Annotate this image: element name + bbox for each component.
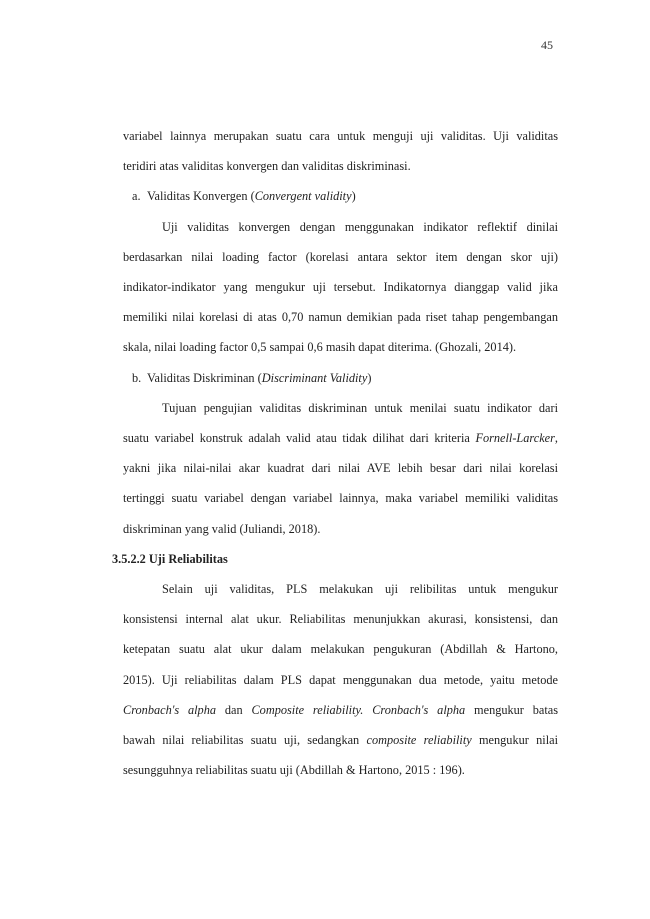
reliability-line-3: ketepatan suatu alat ukur dalam melakukan pengukuran (Abdillah & Hartono,: [123, 642, 558, 657]
section-b-line-4: tertinggi suatu variabel dengan variabel lainnya, maka variabel memiliki validitas: [123, 491, 558, 506]
reliability-line-1: Selain uji validitas, PLS melakukan uji relibilitas untuk mengukur: [162, 582, 558, 597]
section-b-line-2-post: ,: [554, 431, 558, 446]
section-b-label-close: ): [367, 370, 372, 385]
section-b-line-2: [123, 423, 558, 453]
section-a-line-4: memiliki nilai korelasi di atas 0,70 namun demikian pada riset tahap pengembangan: [123, 310, 558, 325]
section-b-line-5: diskriminan yang valid (Juliandi, 2018).: [123, 521, 321, 536]
section-a-line-2: berdasarkan nilai loading factor (korelasi antara sektor item dengan skor uji): [123, 249, 558, 264]
reliability-line-5-italic-1: Cronbach's alpha: [123, 702, 217, 717]
reliability-line-5-post: mengukur batas: [465, 702, 559, 717]
page-number: 45: [541, 38, 553, 52]
intro-line-1: variabel lainnya merupakan suatu cara untuk menguji uji validitas. Uji validitas: [123, 129, 558, 143]
reliability-line-6: [123, 725, 558, 755]
reliability-line-4: 2015). Uji reliabilitas dalam PLS dapat menggunakan dua metode, yaitu metode: [123, 672, 558, 687]
reliability-line-5-mid: dan: [216, 702, 252, 717]
section-b-label-italic: Discriminant Validity: [261, 370, 368, 385]
section-a-label-close: ): [351, 189, 356, 204]
intro-line-2: teridiri atas validitas konvergen dan validitas diskriminasi.: [123, 159, 411, 174]
section-b-line-3: yakni jika nilai-nilai akar kuadrat dari nilai AVE lebih besar dari nilai korelasi: [123, 461, 558, 476]
section-b-marker: b.: [132, 370, 142, 385]
reliability-line-6-post: mengukur nilai: [471, 733, 558, 748]
section-a-heading: [123, 181, 558, 211]
section-a-line-5: skala, nilai loading factor 0,5 sampai 0,6 masih dapat diterima. (Ghozali, 2014).: [123, 340, 517, 355]
section-b-label: Validitas Diskriminan (: [147, 370, 262, 385]
section-a-line-3: indikator-indikator yang mengukur uji tersebut. Indikatornya dianggap valid jika: [123, 280, 558, 295]
section-b-line-2-italic: Fornell-Larcker: [475, 431, 555, 446]
reliability-line-5-italic-2: Composite reliability. Cronbach's alpha: [251, 702, 466, 717]
reliability-line-2: konsistensi internal alat ukur. Reliabilitas menunjukkan akurasi, konsistensi, dan: [123, 612, 558, 627]
page-content: [112, 121, 559, 785]
reliability-line-6-pre: bawah nilai reliabilitas suatu uji, sedangkan: [123, 733, 367, 748]
section-a-label: Validitas Konvergen (: [147, 189, 255, 204]
reliability-heading: 3.5.2.2 Uji Reliabilitas: [112, 551, 228, 566]
section-a-label-italic: Convergent validity: [254, 189, 352, 204]
reliability-line-7: sesungguhnya reliabilitas suatu uji (Abdillah & Hartono, 2015 : 196).: [123, 763, 465, 778]
section-b-heading: [123, 363, 558, 393]
reliability-line-5: [123, 695, 558, 725]
section-a-marker: a.: [132, 189, 141, 204]
section-b-line-2-pre: suatu variabel konstruk adalah valid atau tidak dilihat dari kriteria: [123, 431, 476, 446]
section-a-line-1: Uji validitas konvergen dengan menggunakan indikator reflektif dinilai: [162, 219, 558, 234]
reliability-line-6-italic: composite reliability: [366, 733, 472, 748]
section-b-line-1: Tujuan pengujian validitas diskriminan untuk menilai suatu indikator dari: [162, 400, 558, 415]
